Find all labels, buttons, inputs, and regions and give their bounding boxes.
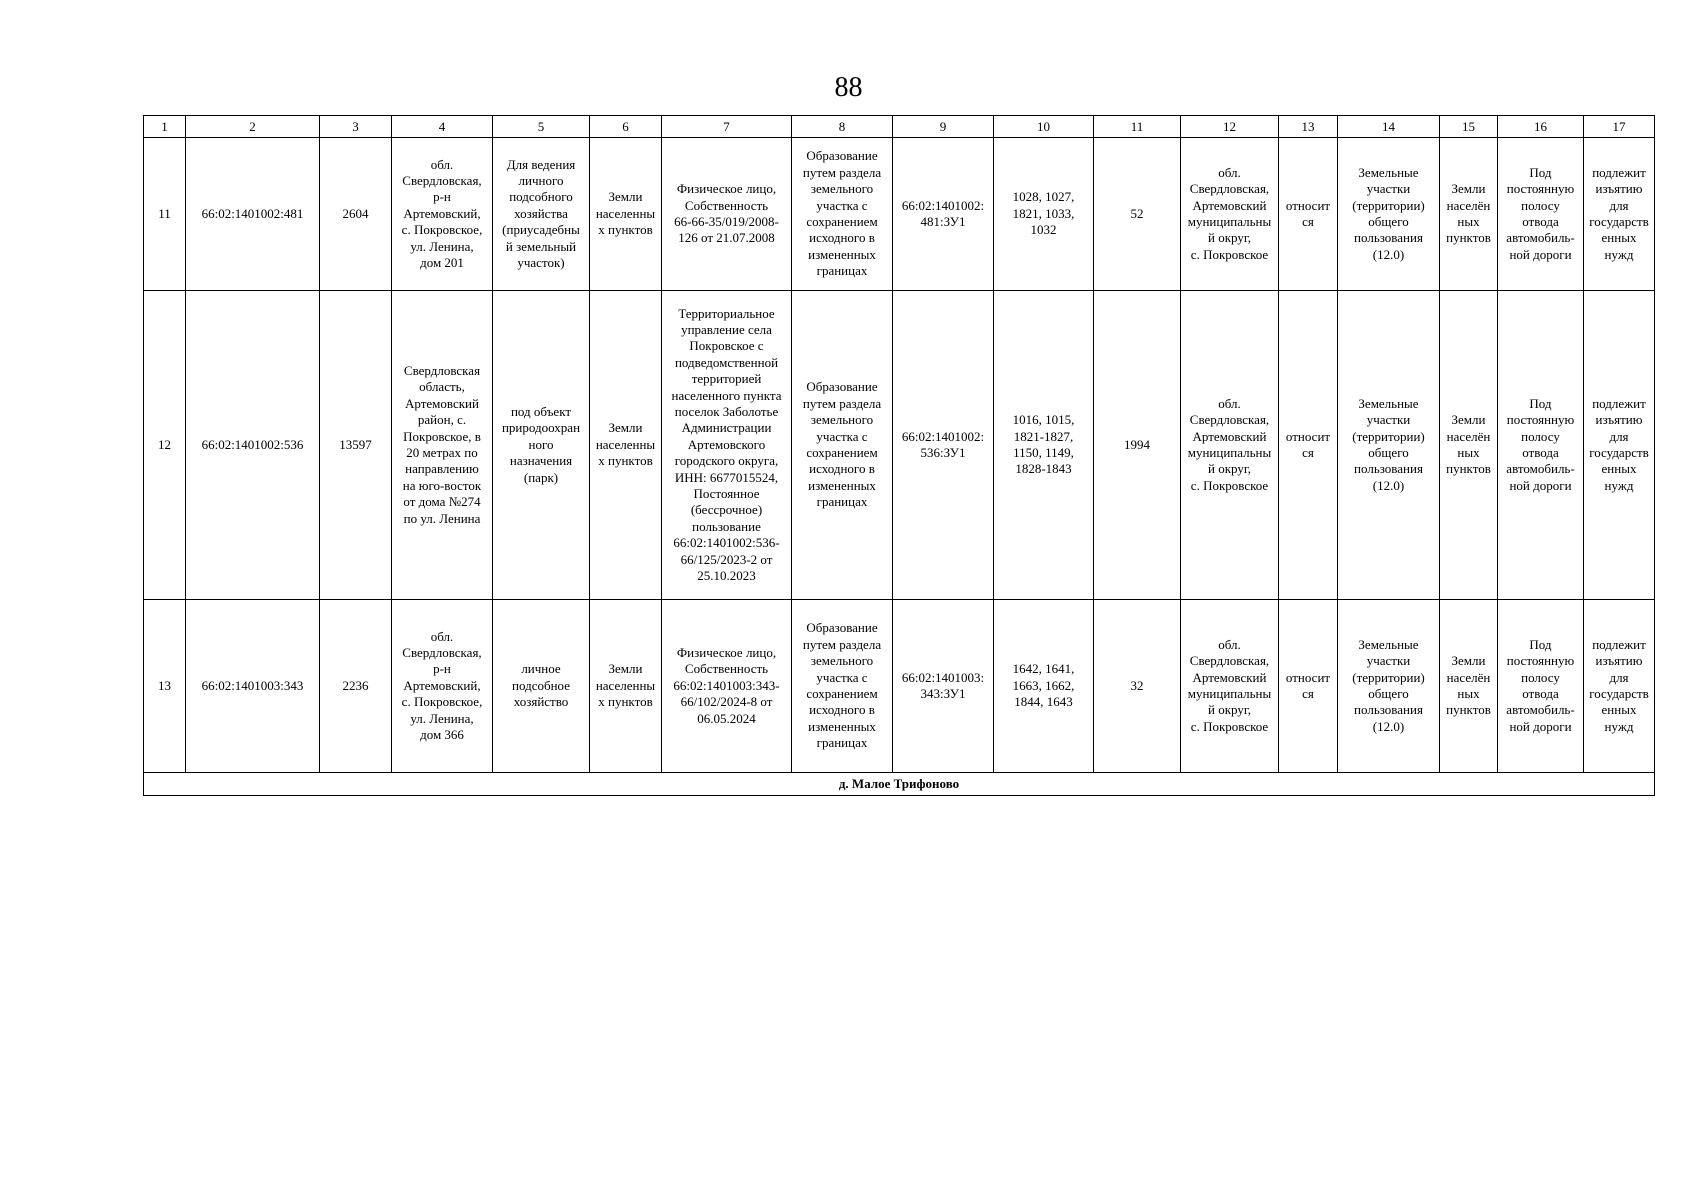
column-header: 12	[1181, 116, 1279, 138]
new-land-category-cell: Земли населён ных пунктов	[1440, 600, 1498, 773]
column-header: 15	[1440, 116, 1498, 138]
address-cell: обл. Свердловская, р-н Артемовский, с. Покровское, ул. Ленина, дом 366	[392, 600, 493, 773]
table-row	[144, 600, 1655, 773]
column-header: 8	[792, 116, 893, 138]
row-number-cell: 11	[144, 138, 186, 291]
new-plot-designation-cell: 66:02:1401002: 536:ЗУ1	[893, 291, 994, 600]
purpose-cell: Под постоянную полосу отвода автомобиль- ной дороги	[1498, 291, 1584, 600]
new-area-cell: 32	[1094, 600, 1181, 773]
column-header: 3	[320, 116, 392, 138]
new-area-cell: 52	[1094, 138, 1181, 291]
land-plot-table	[143, 115, 1655, 796]
column-header: 1	[144, 116, 186, 138]
new-permitted-use-cell: Земельные участки (территории) общего пользования (12.0)	[1338, 138, 1440, 291]
purpose-cell: Под постоянную полосу отвода автомобиль- ной дороги	[1498, 600, 1584, 773]
seizure-status-cell: подлежит изъятию для государств енных нужд	[1584, 600, 1655, 773]
rights-holder-cell: Физическое лицо, Собственность 66-66-35/019/2008- 126 от 21.07.2008	[662, 138, 792, 291]
cadastral-number-cell: 66:02:1401003:343	[186, 600, 320, 773]
column-header: 16	[1498, 116, 1584, 138]
address-cell: Свердловская область, Артемовский район, с. Покровское, в 20 метрах по направлению на юго-восток от дома №274 по ул. Ленина	[392, 291, 493, 600]
page-number: 88	[834, 72, 863, 103]
column-header: 13	[1279, 116, 1338, 138]
settlement-heading: д. Малое Трифоново	[144, 773, 1655, 796]
address-cell: обл. Свердловская, р-н Артемовский, с. Покровское, ул. Ленина, дом 201	[392, 138, 493, 291]
purpose-cell: Под постоянную полосу отвода автомобиль- ной дороги	[1498, 138, 1584, 291]
column-header: 4	[392, 116, 493, 138]
table-row	[144, 291, 1655, 600]
land-category-cell: Земли населенны х пунктов	[590, 600, 662, 773]
new-address-cell: обл. Свердловская, Артемовский муниципальны й округ, с. Покровское	[1181, 291, 1279, 600]
rights-holder-cell: Территориальное управление села Покровское с подведомственной территорией населенного пункта поселок Заболотье Администрации Артемовского городского округа, ИНН: 6677015524, Постоянное (бессрочное) пользование 66:02:1401002:536- 66/125/2023-2 от 25.10.2023	[662, 291, 792, 600]
applicability-cell: относит ся	[1279, 291, 1338, 600]
column-header: 5	[493, 116, 590, 138]
column-header: 14	[1338, 116, 1440, 138]
new-address-cell: обл. Свердловская, Артемовский муниципальны й округ, с. Покровское	[1181, 600, 1279, 773]
table-row	[144, 138, 1655, 291]
section-heading-row	[144, 773, 1655, 796]
formation-method-cell: Образование путем раздела земельного участка с сохранением исходного в измененных границах	[792, 138, 893, 291]
cadastral-number-cell: 66:02:1401002:536	[186, 291, 320, 600]
new-plot-designation-cell: 66:02:1401003: 343:ЗУ1	[893, 600, 994, 773]
permitted-use-cell: Для ведения личного подсобного хозяйства (приусадебны й земельный участок)	[493, 138, 590, 291]
point-numbers-cell: 1642, 1641, 1663, 1662, 1844, 1643	[994, 600, 1094, 773]
column-header: 2	[186, 116, 320, 138]
permitted-use-cell: под объект природоохран ного назначения (парк)	[493, 291, 590, 600]
rights-holder-cell: Физическое лицо, Собственность 66:02:1401003:343- 66/102/2024-8 от 06.05.2024	[662, 600, 792, 773]
land-category-cell: Земли населенны х пунктов	[590, 291, 662, 600]
column-number-row	[144, 116, 1655, 138]
new-land-category-cell: Земли населён ных пунктов	[1440, 291, 1498, 600]
row-number-cell: 13	[144, 600, 186, 773]
land-category-cell: Земли населенны х пунктов	[590, 138, 662, 291]
column-header: 17	[1584, 116, 1655, 138]
permitted-use-cell: личное подсобное хозяйство	[493, 600, 590, 773]
new-address-cell: обл. Свердловская, Артемовский муниципальны й округ, с. Покровское	[1181, 138, 1279, 291]
formation-method-cell: Образование путем раздела земельного участка с сохранением исходного в измененных границах	[792, 600, 893, 773]
new-land-category-cell: Земли населён ных пунктов	[1440, 138, 1498, 291]
new-permitted-use-cell: Земельные участки (территории) общего пользования (12.0)	[1338, 600, 1440, 773]
column-header: 10	[994, 116, 1094, 138]
formation-method-cell: Образование путем раздела земельного участка с сохранением исходного в измененных границах	[792, 291, 893, 600]
new-permitted-use-cell: Земельные участки (территории) общего пользования (12.0)	[1338, 291, 1440, 600]
new-plot-designation-cell: 66:02:1401002: 481:ЗУ1	[893, 138, 994, 291]
row-number-cell: 12	[144, 291, 186, 600]
applicability-cell: относит ся	[1279, 600, 1338, 773]
column-header: 7	[662, 116, 792, 138]
cadastral-number-cell: 66:02:1401002:481	[186, 138, 320, 291]
new-area-cell: 1994	[1094, 291, 1181, 600]
area-cell: 2236	[320, 600, 392, 773]
point-numbers-cell: 1016, 1015, 1821-1827, 1150, 1149, 1828-1843	[994, 291, 1094, 600]
column-header: 9	[893, 116, 994, 138]
seizure-status-cell: подлежит изъятию для государств енных нужд	[1584, 138, 1655, 291]
point-numbers-cell: 1028, 1027, 1821, 1033, 1032	[994, 138, 1094, 291]
seizure-status-cell: подлежит изъятию для государств енных нужд	[1584, 291, 1655, 600]
area-cell: 13597	[320, 291, 392, 600]
area-cell: 2604	[320, 138, 392, 291]
column-header: 6	[590, 116, 662, 138]
column-header: 11	[1094, 116, 1181, 138]
applicability-cell: относит ся	[1279, 138, 1338, 291]
